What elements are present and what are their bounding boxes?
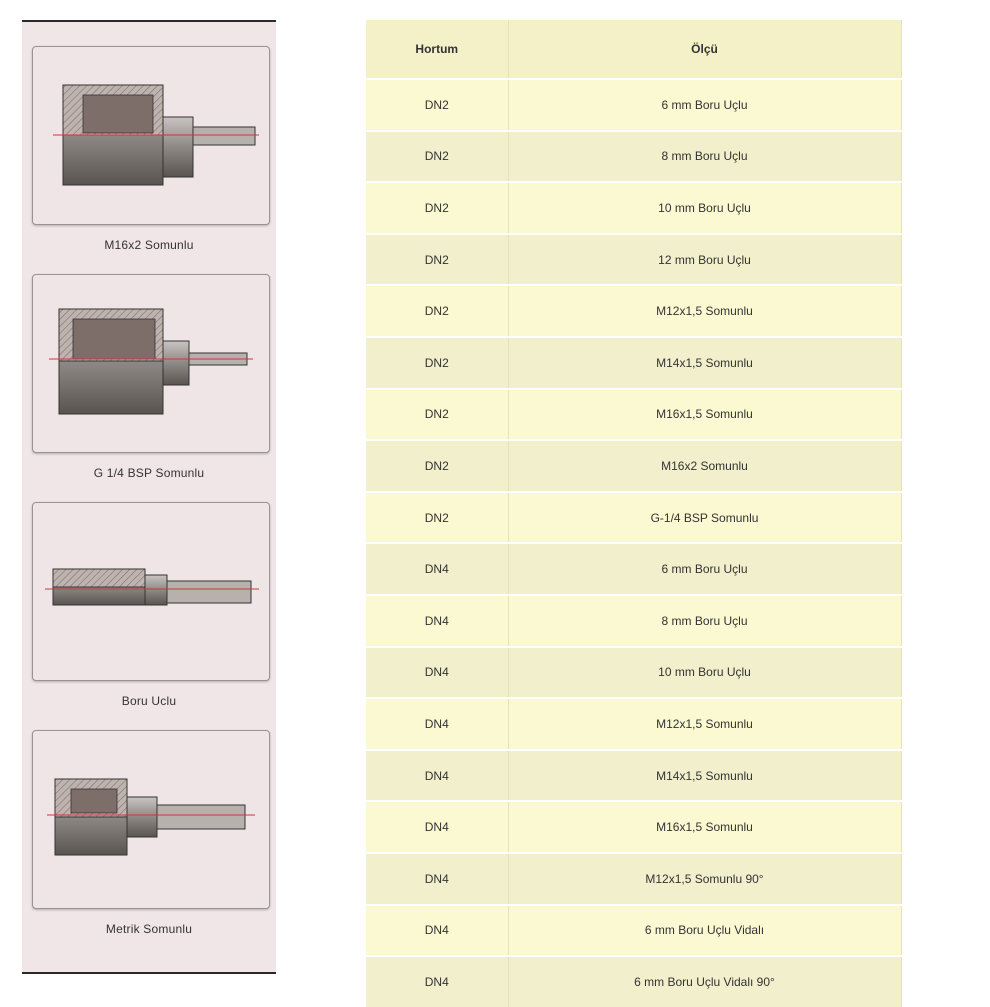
hose-cell: DN2 [366, 285, 508, 337]
hose-cell: DN4 [366, 905, 508, 957]
size-cell: 10 mm Boru Uçlu [508, 182, 901, 234]
m16x2-nut-fitting-image [33, 47, 269, 224]
hose-cell: DN2 [366, 131, 508, 183]
hose-cell: DN2 [366, 492, 508, 544]
hose-cell: DN2 [366, 440, 508, 492]
hose-cell: DN4 [366, 853, 508, 905]
pipe-end-fitting-image [33, 503, 269, 680]
hose-cell: DN2 [366, 182, 508, 234]
size-cell: 6 mm Boru Uçlu Vidalı [508, 905, 901, 957]
hose-cell: DN4 [366, 595, 508, 647]
table-row [366, 285, 901, 337]
metric-nut-fitting-image [33, 731, 269, 908]
fitting-caption: Metrik Somunlu [105, 922, 193, 936]
table-row [366, 440, 901, 492]
hose-cell: DN2 [366, 234, 508, 286]
hose-cell: DN2 [366, 337, 508, 389]
fitting-caption: G 1/4 BSP Somunlu [93, 466, 205, 480]
size-cell: M16x2 Somunlu [508, 440, 901, 492]
column-header-hortum: Hortum [366, 20, 508, 79]
hose-cell: DN4 [366, 698, 508, 750]
size-cell: M14x1,5 Somunlu [508, 337, 901, 389]
hose-cell: DN4 [366, 956, 508, 1007]
fitting-caption: Boru Uclu [121, 694, 177, 708]
table-row [366, 182, 901, 234]
size-cell: M12x1,5 Somunlu [508, 285, 901, 337]
size-cell: 6 mm Boru Uçlu [508, 79, 901, 131]
hose-cell: DN4 [366, 801, 508, 853]
table-row [366, 389, 901, 441]
size-cell: 12 mm Boru Uçlu [508, 234, 901, 286]
table-row [366, 543, 901, 595]
fitting-card[interactable] [32, 46, 270, 225]
size-cell: G-1/4 BSP Somunlu [508, 492, 901, 544]
size-cell: M12x1,5 Somunlu 90° [508, 853, 901, 905]
bsp-nut-fitting-image [33, 275, 269, 452]
size-cell: 8 mm Boru Uçlu [508, 595, 901, 647]
fitting-card[interactable] [32, 502, 270, 681]
table-row [366, 131, 901, 183]
hose-cell: DN4 [366, 543, 508, 595]
table-row [366, 337, 901, 389]
table-row [366, 750, 901, 802]
table-row [366, 698, 901, 750]
fittings-panel [22, 20, 276, 974]
table-row [366, 905, 901, 957]
size-cell: 6 mm Boru Uçlu Vidalı 90° [508, 956, 901, 1007]
table-row [366, 79, 901, 131]
size-cell: M16x1,5 Somunlu [508, 389, 901, 441]
fitting-card[interactable] [32, 274, 270, 453]
size-cell: 8 mm Boru Uçlu [508, 131, 901, 183]
table-row [366, 595, 901, 647]
column-header-olcu: Ölçü [508, 20, 901, 79]
hose-cell: DN4 [366, 750, 508, 802]
table-row [366, 492, 901, 544]
size-cell: 6 mm Boru Uçlu [508, 543, 901, 595]
table-row [366, 853, 901, 905]
hose-cell: DN2 [366, 389, 508, 441]
fitting-caption: M16x2 Somunlu [104, 238, 194, 252]
table-row [366, 801, 901, 853]
table-row [366, 234, 901, 286]
hose-cell: DN2 [366, 79, 508, 131]
size-cell: M12x1,5 Somunlu [508, 698, 901, 750]
size-cell: M14x1,5 Somunlu [508, 750, 901, 802]
size-cell: 10 mm Boru Uçlu [508, 647, 901, 699]
table-header-row [366, 20, 901, 79]
hose-size-table [366, 20, 901, 989]
hose-cell: DN4 [366, 647, 508, 699]
fitting-card[interactable] [32, 730, 270, 909]
size-cell: M16x1,5 Somunlu [508, 801, 901, 853]
table-row [366, 647, 901, 699]
table-row [366, 956, 901, 1007]
